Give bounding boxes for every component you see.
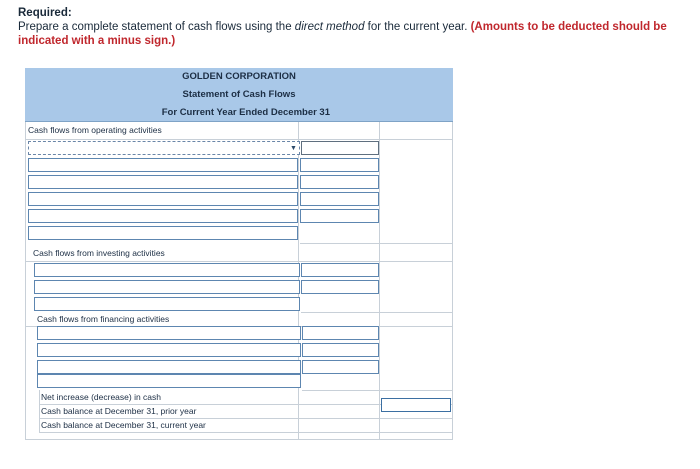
prior-balance-label: Cash balance at December 31, prior year [41,406,197,416]
instructions [18,6,694,48]
row-line [301,312,453,313]
chevron-down-icon[interactable]: ▼ [290,145,297,152]
operating-line-3-input[interactable] [28,175,298,189]
row-line [300,243,453,244]
net-change-label: Net increase (decrease) in cash [41,392,162,402]
financing-line-2-input[interactable] [37,343,301,357]
instructions-text-italic: direct method [294,21,365,33]
operating-line-5-input[interactable] [28,209,298,223]
investing-amount-1-input[interactable] [301,263,379,277]
bottom-border [25,439,453,440]
operating-amount-3-input[interactable] [300,175,379,189]
col-border-right [452,122,453,440]
row-line [39,432,453,433]
financing-amount-2-input[interactable] [302,343,379,357]
operating-amount-2-input[interactable] [300,158,379,172]
row-line [39,418,453,419]
current-balance-label: Cash balance at December 31, current year [41,420,206,430]
col-border-left [25,122,26,440]
investing-line-1-input[interactable] [34,263,300,277]
required-heading: Required: [18,7,72,19]
financing-section-label: Cash flows from financing activities [37,314,170,324]
net-change-total-input[interactable] [381,398,451,412]
instructions-note: (Amounts to be deducted should be indicated with a minus sign.) [18,21,667,47]
operating-amount-1-input[interactable] [301,141,379,155]
financing-amount-3-input[interactable] [302,360,379,374]
investing-section-label: Cash flows from investing activities [33,248,165,258]
operating-line-2-input[interactable] [28,158,298,172]
totals-left-border [39,390,40,433]
statement-period: For Current Year Ended December 31 [25,104,453,122]
investing-line-3-input[interactable] [34,297,300,311]
company-name: GOLDEN CORPORATION [25,68,453,87]
financing-line-1-input[interactable] [37,326,301,340]
instructions-text-start: Prepare a complete statement of cash flows using the [18,21,295,33]
row-line [25,261,453,262]
row-line [302,390,453,391]
operating-section-label: Cash flows from operating activities [28,125,162,135]
operating-line-6-input[interactable] [28,226,298,240]
operating-amount-5-input[interactable] [300,209,379,223]
row-line [25,139,453,140]
investing-line-2-input[interactable] [34,280,300,294]
operating-line-4-input[interactable] [28,192,298,206]
cash-flow-worksheet [25,68,453,440]
statement-title: Statement of Cash Flows [25,86,453,105]
instructions-text-end: for the current year. [364,21,471,33]
financing-line-3-input[interactable] [37,360,301,374]
instructions-text [18,20,694,48]
operating-amount-4-input[interactable] [300,192,379,206]
financing-line-4-input[interactable] [37,374,301,388]
investing-amount-2-input[interactable] [301,280,379,294]
col-border-2 [379,122,380,440]
operating-line-1-select[interactable] [28,141,300,155]
financing-amount-1-input[interactable] [302,326,379,340]
